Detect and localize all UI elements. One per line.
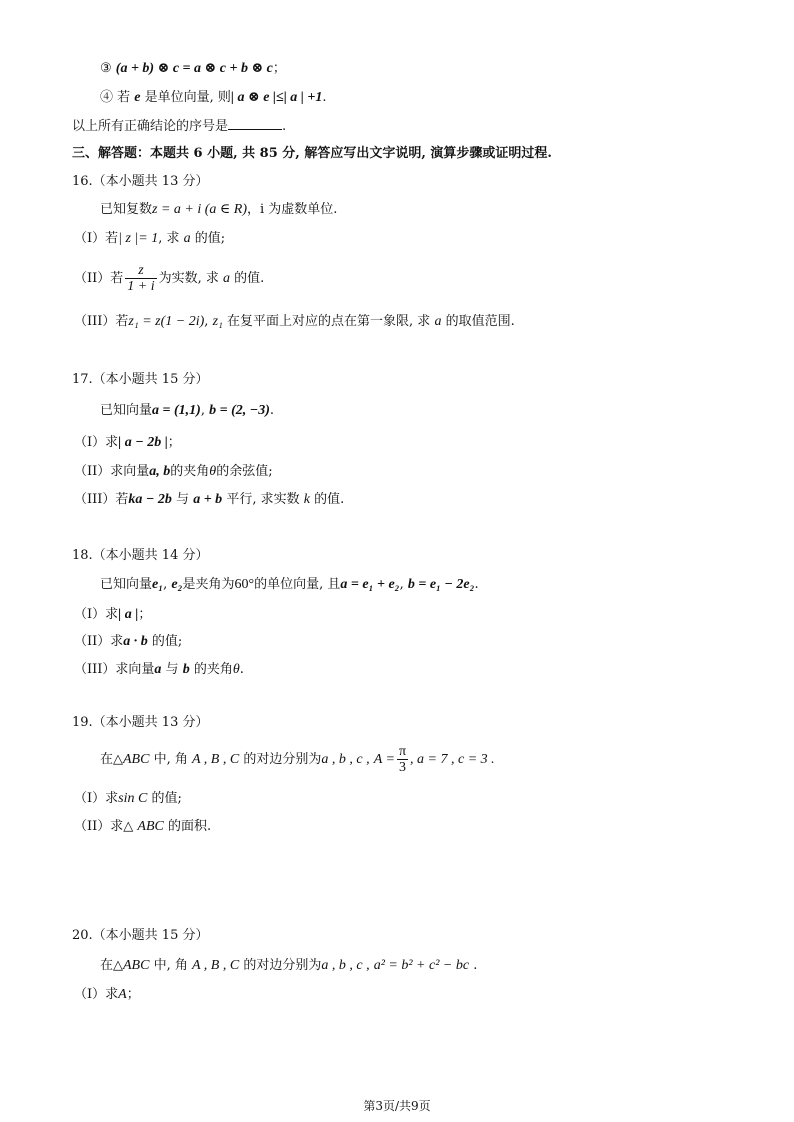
q19-p1-a: （I）求 [74,791,119,806]
q20-stem-c: 的对边分别为 [243,958,322,973]
q16-p3-z1: z₁ [212,314,223,329]
q18-stem-f: . [474,577,479,592]
q18-p3-b: 与 [165,662,179,677]
item-3-formula: (a + b) ⊗ c = a ⊗ c + b ⊗ c [115,61,273,76]
q17-part1 [74,434,181,452]
q17-p1-formula: | a − 2b | [118,435,168,450]
q17-stem-f1: a = (1,1) [152,403,201,418]
q18-p3-v1: a [154,662,162,677]
q20-stem-a: 在△ [100,958,123,973]
q17-p3-k: k [303,492,310,507]
q20-stem-formula: a² = b² + c² − bc [373,958,470,973]
q16-p1-c: 的值; [194,231,226,246]
q17-part3 [74,491,344,509]
q17-p1-b: ； [167,435,181,450]
item-4-prefix: ④ 若 [100,90,131,105]
q19-stem-a: 在△ [100,752,123,767]
q16-p2-b: 为实数, 求 [158,271,219,286]
q16-p1-a: （I）若 [74,231,119,246]
q17-header: 17.（本小题共 15 分） [72,372,209,387]
q18-p1-formula: | a | [118,607,139,622]
q16-p3-a: （III）若 [74,314,129,329]
q17-stem-b: , [200,403,205,418]
q19-p1-formula: sin C [118,791,148,806]
q18-p1-b: ； [138,607,152,622]
q19-stem-A: A = [373,752,395,767]
q17-p3-f1: ka − 2b [128,492,172,507]
q16-p2-fraction [125,263,156,294]
q20-part1 [74,986,140,1004]
q16-p3-var: a [434,314,442,329]
q20-stem-b: 中, 角 [153,958,188,973]
q18-stem-c: 是夹角为 [182,577,235,592]
q18-part1 [74,606,151,624]
section-heading: 三、解答题：本题共 6 小题, 共 85 分, 解答应写出文字说明, 演算步骤或证明过程. [72,146,552,161]
q16-stem-b: ，i 为虚数单位. [247,202,338,217]
conclusion-text: 以上所有正确结论的序号是 [72,119,229,134]
q18-stem-f2: b = e₁ − 2e₂ [407,577,475,592]
q16-p2-num: z [125,263,156,279]
q18-stem-e1: e₁ [152,577,164,592]
q16-p3-b: , [204,314,209,329]
q16-p3-d: 的取值范围. [445,314,515,329]
q16-part2 [74,262,264,296]
q18-stem-a: 已知向量 [100,577,153,592]
q20-stem-sides: a , b , c , [321,958,370,973]
q17-stem [100,402,274,420]
q16-p3-formula: z₁ = z(1 − 2i) [128,314,205,329]
q16-stem-a: 已知复数 [100,202,153,217]
q17-p2-b: 的夹角 [170,464,210,479]
q20-stem-d: . [473,958,478,973]
q19-stem-c: 的对边分别为 [243,752,322,767]
q19-stem-angles: A , B , C [192,752,240,767]
q16-p2-var: a [223,271,231,286]
q17-stem-c: . [269,403,275,418]
item-4-formula: | a ⊗ e |≤| a | +1 [230,90,323,105]
q20-p1-b: ； [126,987,140,1002]
q19-stem-fraction [397,744,408,775]
q18-stem-angle: 60° [234,577,255,592]
q18-stem [100,576,479,594]
q17-part2 [74,463,273,481]
item-3-suffix: ； [272,61,286,76]
q18-p3-theta: θ [232,662,240,677]
q20-p1-var: A [118,987,127,1002]
item-4-suffix: . [322,90,327,105]
q19-p2-abc: ABC [137,819,164,834]
q17-p3-f2: a + b [193,492,223,507]
q18-p3-d: . [239,662,244,677]
q20-header: 20.（本小题共 15 分） [72,928,209,943]
q18-stem-e: , [399,577,404,592]
q18-stem-f1: a = e₁ + e₂ [340,577,400,592]
q16-stem [100,201,337,219]
conclusion-line [72,117,286,136]
q16-p3-c: 在复平面上对应的点在第一象限, 求 [227,314,431,329]
q16-p2-c: 的值. [234,271,265,286]
q17-p3-d: 的值. [314,492,345,507]
answer-blank[interactable] [228,117,282,130]
q18-header: 18.（本小题共 14 分） [72,548,209,563]
q19-stem-rest: , a = 7 , c = 3 . [410,752,495,767]
q19-part1 [74,790,182,808]
q19-p2-a: （II）求△ [74,819,134,834]
q20-stem-angles: A , B , C [192,958,240,973]
q16-p2-den: 1 + i [127,279,155,294]
q17-p1-a: （I）求 [74,435,119,450]
q16-p1-formula: | z |= 1 [118,231,159,246]
q18-p3-a: （III）求向量 [74,662,155,677]
q17-stem-f2: b = (2, −3) [209,403,270,418]
item-4-e: e [134,90,141,105]
q18-stem-d: 的单位向量, 且 [254,577,341,592]
q16-part3 [74,313,515,331]
q16-p2-a: （II）若 [74,271,124,286]
q17-p2-c: 的余弦值; [216,464,273,479]
q19-part2 [74,818,211,836]
q17-p2-theta: θ [209,464,217,479]
q17-p2-a: （II）求向量 [74,464,150,479]
item-3-prefix: ③ [100,61,112,76]
q17-p3-b: 与 [176,492,190,507]
q20-stem-abc: ABC [123,958,150,973]
q18-p2-a: （II）求 [74,634,124,649]
q16-part1 [74,230,225,248]
q19-stem-abc: ABC [123,752,150,767]
q16-header: 16.（本小题共 13 分） [72,174,209,189]
q16-p1-b: , 求 [158,231,180,246]
item-4-mid: 是单位向量, 则 [144,90,231,105]
q19-stem-num: π [398,744,407,759]
q18-p2-formula: a · b [123,634,148,649]
conclusion-suffix: . [282,119,287,134]
q17-p2-vars: a, b [149,464,171,479]
page-footer: 第3页/共9页 [363,1099,431,1113]
q19-header: 19.（本小题共 13 分） [72,715,209,730]
q17-stem-a: 已知向量 [100,403,153,418]
q16-stem-formula: z = a + i (a ∈ R) [152,202,247,217]
q19-p2-b: 的面积. [168,819,212,834]
q20-p1-a: （I）求 [74,987,119,1002]
q18-stem-b: , [163,577,168,592]
q18-part3 [74,661,244,679]
q18-part2 [74,633,182,651]
q18-p1-a: （I）求 [74,607,119,622]
q19-stem-den: 3 [399,760,406,775]
q18-p3-c: 的夹角 [193,662,233,677]
q18-p2-b: 的值; [151,634,183,649]
q20-stem [100,957,477,975]
item-3 [100,60,286,78]
q16-p1-var: a [183,231,191,246]
q18-stem-e2: e₂ [171,577,183,592]
q19-stem-sides: a , b , c , [321,752,370,767]
item-4 [100,89,326,107]
q17-p3-c: 平行, 求实数 [226,492,300,507]
q17-p3-a: （III）若 [74,492,129,507]
q18-p3-v2: b [182,662,190,677]
q19-stem-b: 中, 角 [153,752,188,767]
q19-p1-b: 的值; [151,791,182,806]
q19-stem [100,742,495,778]
